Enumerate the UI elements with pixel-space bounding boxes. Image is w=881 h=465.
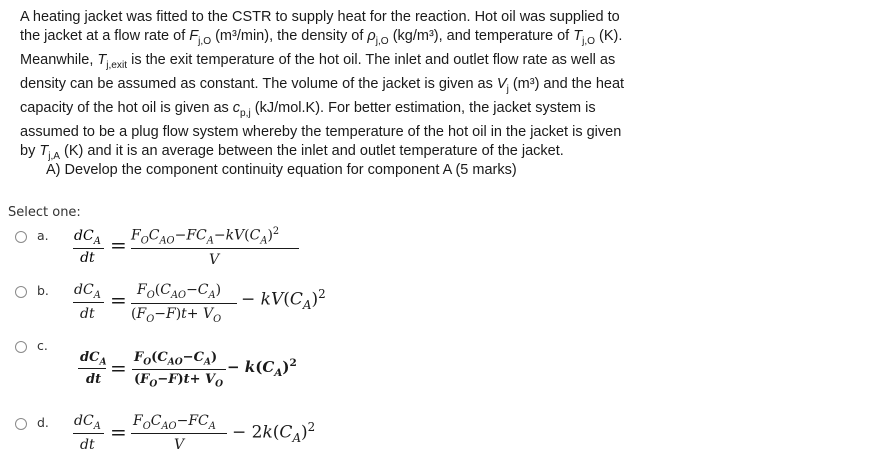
option-c-lhs-den: dt <box>86 372 102 387</box>
question-line-4: density can be assumed as constant. The volume of the jacket is given as $V_j$ (m³) and the heat <box>20 75 625 95</box>
option-d-rhs-den: V <box>174 437 185 453</box>
option-d-radio[interactable] <box>15 418 27 430</box>
option-c-lhs-num: $dC_A$ <box>80 350 107 368</box>
option-b-equals: = <box>110 288 127 312</box>
option-d-lhs-num: $dC_A$ <box>74 413 101 432</box>
option-d-lhs-bar <box>73 433 104 434</box>
option-c-rhs-num: $F_O(C_{AO}-C_A)$ <box>134 350 218 368</box>
option-a-rhs-bar <box>131 248 299 249</box>
option-b-rhs-num: $F_O(C_{AO}-C_A)$ <box>137 282 222 301</box>
option-d-lhs-den: dt <box>80 437 95 453</box>
option-b-radio[interactable] <box>15 286 27 298</box>
option-d-rhs-bar <box>131 433 227 434</box>
option-b-tail: − $kV(C_A)^2$ <box>241 287 326 313</box>
option-a-rhs-num: $F_OC_{AO}-FC_A-kV(C_A)^2$ <box>131 226 280 247</box>
question-line-7: by $T_{j,A}$ (K) and it is an average between the inlet and outlet temperature of the jacket. <box>20 142 564 162</box>
option-d-tail: − $2k(C_A)^2$ <box>232 420 316 446</box>
question-text <box>20 8 660 165</box>
option-c-tail: − $k(C_A)^2$ <box>227 357 297 379</box>
option-d-equals: = <box>110 420 127 444</box>
option-b-lhs-num: $dC_A$ <box>74 282 101 301</box>
option-a-rhs-den: V <box>209 252 220 268</box>
option-b-lhs-den: dt <box>80 306 95 322</box>
option-a-lhs: $dC_A$ dt <box>74 228 101 266</box>
option-a-radio[interactable] <box>15 231 27 243</box>
option-b-lhs-bar <box>73 302 104 303</box>
question-line-2: the jacket at a flow rate of $F_{j,O}$ (m³/min), the density of $\rho_{j,O}$ (kg/m³), and temperature of $T_{j,O}$ (K). <box>20 28 623 47</box>
option-a-equals: = <box>110 233 127 257</box>
part-a-prompt: A) Develop the component continuity equation for component A (5 marks) <box>46 162 517 178</box>
option-c-equals: = <box>110 356 127 380</box>
option-d-letter: d. <box>37 415 49 430</box>
option-a-letter: a. <box>37 228 49 243</box>
question-line-5: capacity of the hot oil is given as $c_{p,j}$ (kJ/mol.K). For better estimation, the jacket system is <box>20 99 596 119</box>
question-line-1: A heating jacket was fitted to the CSTR to supply heat for the reaction. Hot oil was supplied to <box>20 9 620 25</box>
option-c-rhs-bar <box>132 369 226 370</box>
option-c-letter: c. <box>37 338 48 353</box>
option-c-radio[interactable] <box>15 341 27 353</box>
option-d-rhs-num: $F_OC_{AO}-FC_A$ <box>133 413 216 432</box>
option-b-letter: b. <box>37 283 49 298</box>
question-line-6: assumed to be a plug flow system whereby the temperature of the hot oil in the jacket is given <box>20 123 622 140</box>
option-c-rhs-den: $(F_O-F)t+ V_O$ <box>134 372 224 390</box>
option-b-rhs-bar <box>131 303 237 304</box>
option-b-rhs-den: $(F_O-F)t+ V_O$ <box>131 306 222 325</box>
option-a-lhs-bar <box>73 248 104 249</box>
question-line-3: Meanwhile, $T_{j,exit}$ is the exit temperature of the hot oil. The inlet and outlet flow rate as well as <box>20 51 616 71</box>
option-c-lhs-bar <box>78 368 106 369</box>
select-one-label: Select one: <box>8 205 81 220</box>
